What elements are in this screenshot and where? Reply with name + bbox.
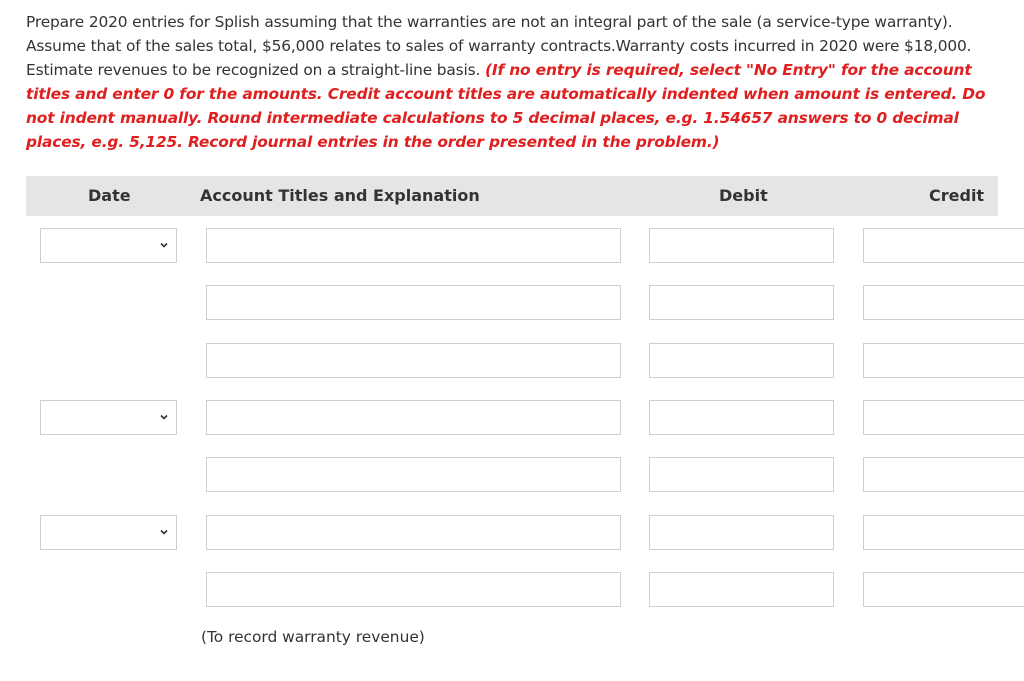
account-title-input[interactable] bbox=[206, 285, 621, 320]
date-column-header: Date bbox=[88, 186, 131, 205]
debit-column-header: Debit bbox=[719, 186, 768, 205]
debit-amount-input[interactable] bbox=[649, 515, 834, 550]
journal-row bbox=[0, 343, 1024, 378]
date-dropdown[interactable] bbox=[40, 228, 177, 263]
credit-column-header: Credit bbox=[929, 186, 985, 205]
credit-amount-input[interactable] bbox=[863, 400, 1024, 435]
account-title-input[interactable] bbox=[206, 515, 621, 550]
credit-amount-input[interactable] bbox=[863, 228, 1024, 263]
journal-row bbox=[0, 515, 1024, 550]
date-dropdown[interactable] bbox=[40, 400, 177, 435]
debit-amount-input[interactable] bbox=[649, 343, 834, 378]
account-title-input[interactable] bbox=[206, 400, 621, 435]
account-title-input[interactable] bbox=[206, 228, 621, 263]
date-dropdown[interactable] bbox=[40, 515, 177, 550]
debit-amount-input[interactable] bbox=[649, 285, 834, 320]
instructions-emphasis: (If no entry is required, select "No Entry" for the account titles and enter 0 for the amounts. Credit account titles are automatically indented when amount is entered. Do not indent manually. Round intermediate calculations to 5 decimal places, e.g. 1.54657 answers to 0 decimal places, e.g. 5,125. Record journal entries in the order presented in the problem.) bbox=[26, 61, 986, 151]
journal-row bbox=[0, 457, 1024, 492]
debit-amount-input[interactable] bbox=[649, 572, 834, 607]
journal-row bbox=[0, 228, 1024, 263]
credit-amount-input[interactable] bbox=[863, 572, 1024, 607]
credit-amount-input[interactable] bbox=[863, 457, 1024, 492]
debit-amount-input[interactable] bbox=[649, 400, 834, 435]
journal-row bbox=[0, 285, 1024, 320]
instructions-text: Prepare 2020 entries for Splish assuming that the warranties are not an integral part of the sale (a service-type warranty). Assume that of the sales total, $56,000 relates to sales of warranty contracts.Warranty costs incurred in 2020 were $18,000. Estimate revenues to be recognized on a straight-line basis. bbox=[26, 13, 972, 79]
debit-amount-input[interactable] bbox=[649, 457, 834, 492]
credit-amount-input[interactable] bbox=[863, 515, 1024, 550]
chevron-down-icon bbox=[159, 240, 169, 250]
credit-amount-input[interactable] bbox=[863, 343, 1024, 378]
entry-explanation: (To record warranty revenue) bbox=[201, 628, 425, 646]
journal-table-header bbox=[26, 176, 998, 216]
account-title-input[interactable] bbox=[206, 572, 621, 607]
debit-amount-input[interactable] bbox=[649, 228, 834, 263]
journal-row bbox=[0, 400, 1024, 435]
account-title-input[interactable] bbox=[206, 457, 621, 492]
account-column-header: Account Titles and Explanation bbox=[200, 186, 480, 205]
problem-instructions bbox=[26, 10, 1001, 154]
journal-row bbox=[0, 572, 1024, 607]
chevron-down-icon bbox=[159, 412, 169, 422]
account-title-input[interactable] bbox=[206, 343, 621, 378]
credit-amount-input[interactable] bbox=[863, 285, 1024, 320]
chevron-down-icon bbox=[159, 527, 169, 537]
